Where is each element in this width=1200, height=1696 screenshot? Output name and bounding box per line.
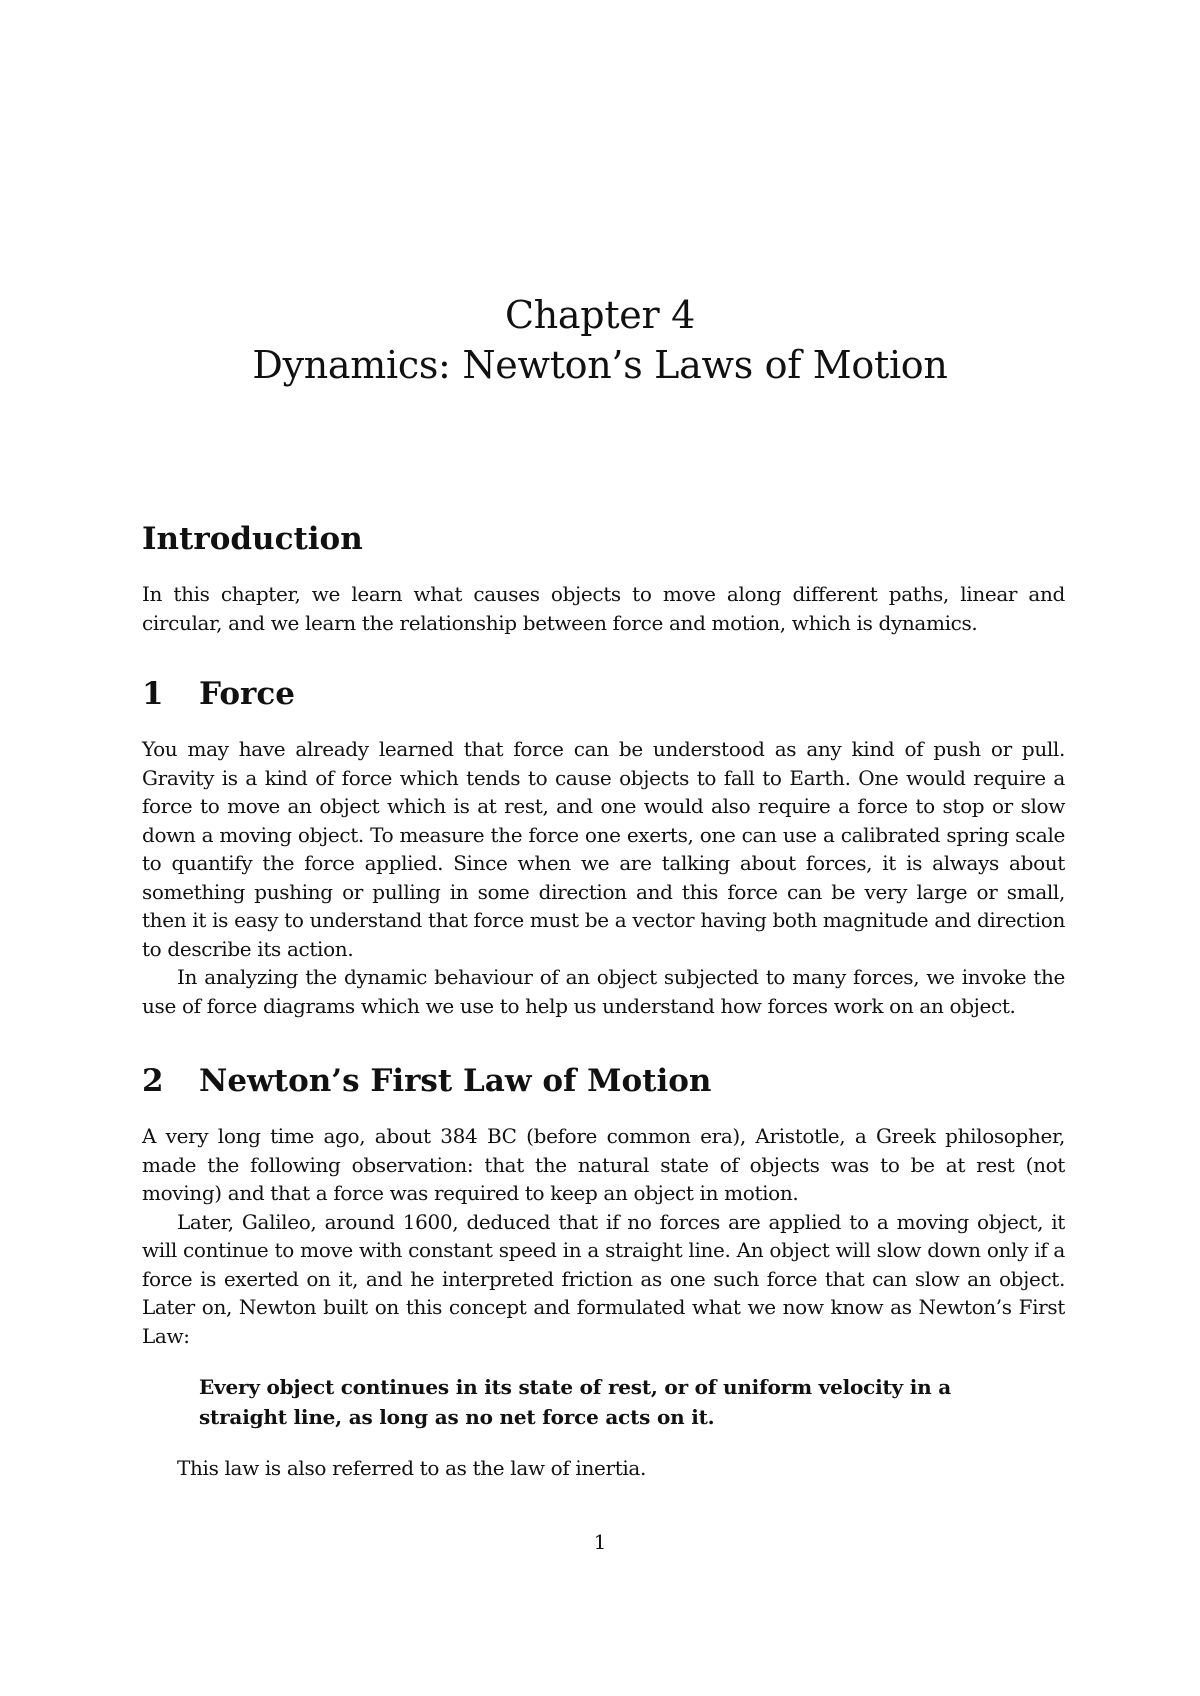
chapter-label: Chapter 4 (504, 293, 695, 337)
section-title: Introduction (142, 521, 363, 557)
section-heading-introduction (142, 520, 1065, 558)
section-number: 1 (142, 676, 164, 712)
section-force (142, 675, 1065, 1020)
paragraph: In this chapter, we learn what causes objects to move along different paths, linear and circular, and we learn the relationship between force and motion, which is dynamics. (142, 582, 1065, 635)
section-title: Force (199, 676, 295, 712)
section-introduction (142, 520, 1065, 637)
section-first-law (142, 1062, 1065, 1483)
main-content (142, 520, 1065, 1483)
section-number: 2 (142, 1063, 164, 1099)
section-heading-force (142, 675, 1065, 713)
paragraph: In analyzing the dynamic behaviour of an object subjected to many forces, we invoke the use of force diagrams which we use to help us understand how forces work on an object. (142, 965, 1065, 1018)
law-statement: Every object continues in its state of rest, or of uniform velocity in a straight line, as long as no net force acts on it. (199, 1375, 952, 1429)
chapter-title-block (0, 290, 1200, 390)
paragraph: Later, Galileo, around 1600, deduced that if no forces are applied to a moving object, it will continue to move with constant speed in a straight line. An object will slow down only if a force is exerted on it, and he interpreted friction as one such force that can slow an object. Later on, Newton built on this concept and formulated what we now know as Newton’s First Law: (142, 1209, 1065, 1348)
paragraph: A very long time ago, about 384 BC (before common era), Aristotle, a Greek philosopher, made the following observation: that the natural state of objects was to be at rest (not moving) and that a force was required to keep an object in motion. (142, 1124, 1065, 1205)
paragraph: This law is also referred to as the law of inertia. (177, 1456, 647, 1480)
section-heading-first-law (142, 1062, 1065, 1100)
paragraph: You may have already learned that force can be understood as any kind of push or pull. Gravity is a kind of force which tends to cause objects to fall to Earth. One would require a force to move an object which is at rest, and one would also require a force to stop or slow down a moving object. To measure the force one exerts, one can use a calibrated spring scale to quantify the force applied. Since when we are talking about forces, it is always about something pushing or pulling in some direction and this force can be very large or small, then it is easy to understand that force must be a vector having both magnitude and direction to describe its action. (142, 737, 1065, 961)
page-number: 1 (593, 1530, 607, 1554)
section-title: Newton’s First Law of Motion (199, 1063, 712, 1099)
chapter-title: Dynamics: Newton’s Laws of Motion (252, 343, 948, 387)
